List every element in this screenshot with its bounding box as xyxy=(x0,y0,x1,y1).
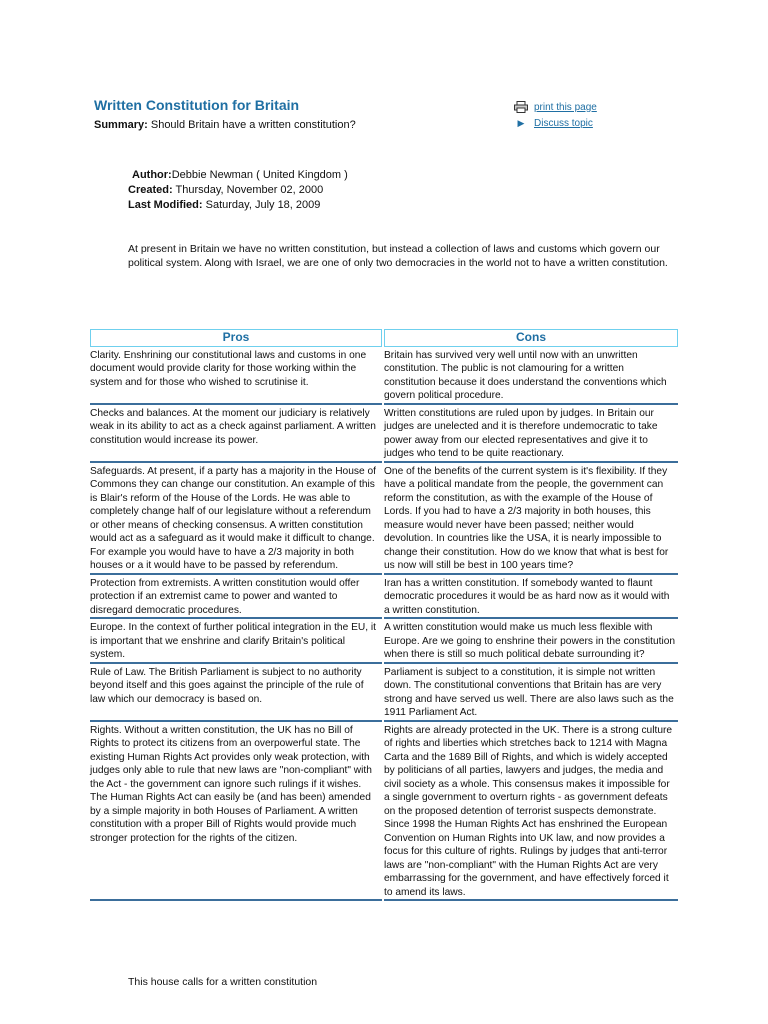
table-row xyxy=(90,349,678,405)
pro-cell: Checks and balances. At the moment our judiciary is relatively weak in its ability to act as a check against parliament. A written constitution would increase its power. xyxy=(90,407,382,463)
motion-statement: This house calls for a written constitution xyxy=(128,976,318,988)
table-row xyxy=(90,724,678,902)
summary-text: Should Britain have a written constitution? xyxy=(150,119,356,131)
cons-header: Cons xyxy=(384,329,678,347)
created-value: Thursday, November 02, 2000 xyxy=(175,184,324,196)
created-label: Created: xyxy=(128,184,173,196)
discuss-row[interactable] xyxy=(514,115,597,131)
created-line xyxy=(128,183,348,198)
pro-cell: Rights. Without a written constitution, the UK has no Bill of Rights to protect its citizens from an overpowerful state. The existing Human Rights Act provides only weak protection, with judges only able to rule that new laws are "non-compliant" with the Act - the government can ignore such rulings if it wishes. The Human Rights Act can easily be (and has been) amended by a simple majority in both Houses of Parliament. A written constitution with a proper Bill of Rights would provide much stronger protection for the rights of the citizen. xyxy=(90,724,382,902)
modified-value: Saturday, July 18, 2009 xyxy=(205,199,321,211)
table-row xyxy=(90,465,678,575)
author-line xyxy=(128,168,348,183)
con-cell: Rights are already protected in the UK. There is a strong culture of rights and liberties which stretches back to 1214 with Magna Carta and the 1689 Bill of Rights, and which is widely accepted by politicians of all parties, lawyers and judges, the media and civil society as a whole. This consensus makes it impossible for a single government to overturn rights - as government defeats on the proposed detention of terrorist suspects demonstrate. Since 1998 the Human Rights Act has enshrined the European Convention on Human Rights into UK law, and now provides a focus for this culture of rights. Rulings by judges that anti-terror laws are "non-compliant" with the Human Rights Act are very embarrassing for the government, and have effectively forced it to amend its laws. xyxy=(384,724,678,902)
pro-cell: Safeguards. At present, if a party has a majority in the House of Commons they can change our constitution. An example of this is Blair's reform of the House of the Lords. He was able to completely change half of our legislature without a referendum or other means of checking consensus. A written constitution would act as a safeguard as it would make it difficult to change. For example you would have to have a 2/3 majority in both houses or a it would have to be passed by referendum. xyxy=(90,465,382,575)
printer-icon[interactable] xyxy=(514,101,528,113)
page-title: Written Constitution for Britain xyxy=(94,97,300,113)
summary-label: Summary: xyxy=(94,119,148,131)
con-cell: Parliament is subject to a constitution, it is simple not written down. The constitutional conventions that Britain has are very strong and have served us well. There are also laws such as the 1911 Parliament Act. xyxy=(384,666,678,722)
pros-cons-table xyxy=(88,327,680,903)
pro-cell: Protection from extremists. A written constitution would offer protection if an extremist came to power and wanted to disregard democratic procedures. xyxy=(90,577,382,620)
con-cell: Britain has survived very well until now with an unwritten constitution. The public is not clamouring for a written constitution because it does understand the conventions which govern political procedure. xyxy=(384,349,678,405)
discuss-link[interactable]: Discuss topic xyxy=(534,117,593,129)
modified-label: Last Modified: xyxy=(128,199,203,211)
con-cell: Iran has a written constitution. If somebody wanted to flaunt democratic procedures it would be as hard now as it would with a written constitution. xyxy=(384,577,678,620)
pro-cell: Rule of Law. The British Parliament is subject to no authority beyond itself and this goes against the principle of the rule of law which our democracy is based on. xyxy=(90,666,382,722)
con-cell: One of the benefits of the current system is it's flexibility. If they have a political mandate from the people, the government can reform the constitution, as with the example of the House of Lords. If you had to have a 2/3 majority in both houses, this measure would never have been passed; neither would devolution. In countries like the USA, it is nearly impossible to change their constitution. How do we know that what is best for us now will still be best in 100 years time? xyxy=(384,465,678,575)
con-cell: A written constitution would make us much less flexible with Europe. Are we going to enshrine their powers in the constitution when there is still so much political debate surrounding it? xyxy=(384,621,678,664)
table-row xyxy=(90,407,678,463)
print-row[interactable] xyxy=(514,99,597,115)
author-value: Debbie Newman ( United Kingdom ) xyxy=(171,169,348,181)
summary xyxy=(94,119,356,131)
author-label: Author: xyxy=(132,169,172,181)
modified-line xyxy=(128,198,348,213)
pro-cell: Clarity. Enshrining our constitutional laws and customs in one document would provide clarity for those working within the system and for those who wished to scrutinise it. xyxy=(90,349,382,405)
table-row xyxy=(90,666,678,722)
table-row xyxy=(90,621,678,664)
pros-header: Pros xyxy=(90,329,382,347)
intro-paragraph: At present in Britain we have no written constitution, but instead a collection of laws and customs which govern our political system. Along with Israel, we are one of only two democracies in the world not to have a written constitution. xyxy=(128,243,668,269)
page-tools xyxy=(514,99,597,131)
print-link[interactable]: print this page xyxy=(534,101,597,113)
table-row xyxy=(90,577,678,620)
pro-cell: Europe. In the context of further political integration in the EU, it is important that we enshrine and clarify Britain's political system. xyxy=(90,621,382,664)
article-meta xyxy=(128,168,348,213)
con-cell: Written constitutions are ruled upon by judges. In Britain our judges are unelected and it is therefore undemocratic to take power away from our elected representatives and give it to judges who tend to be quite reactionary. xyxy=(384,407,678,463)
play-arrow-icon: ▶ xyxy=(517,117,525,128)
